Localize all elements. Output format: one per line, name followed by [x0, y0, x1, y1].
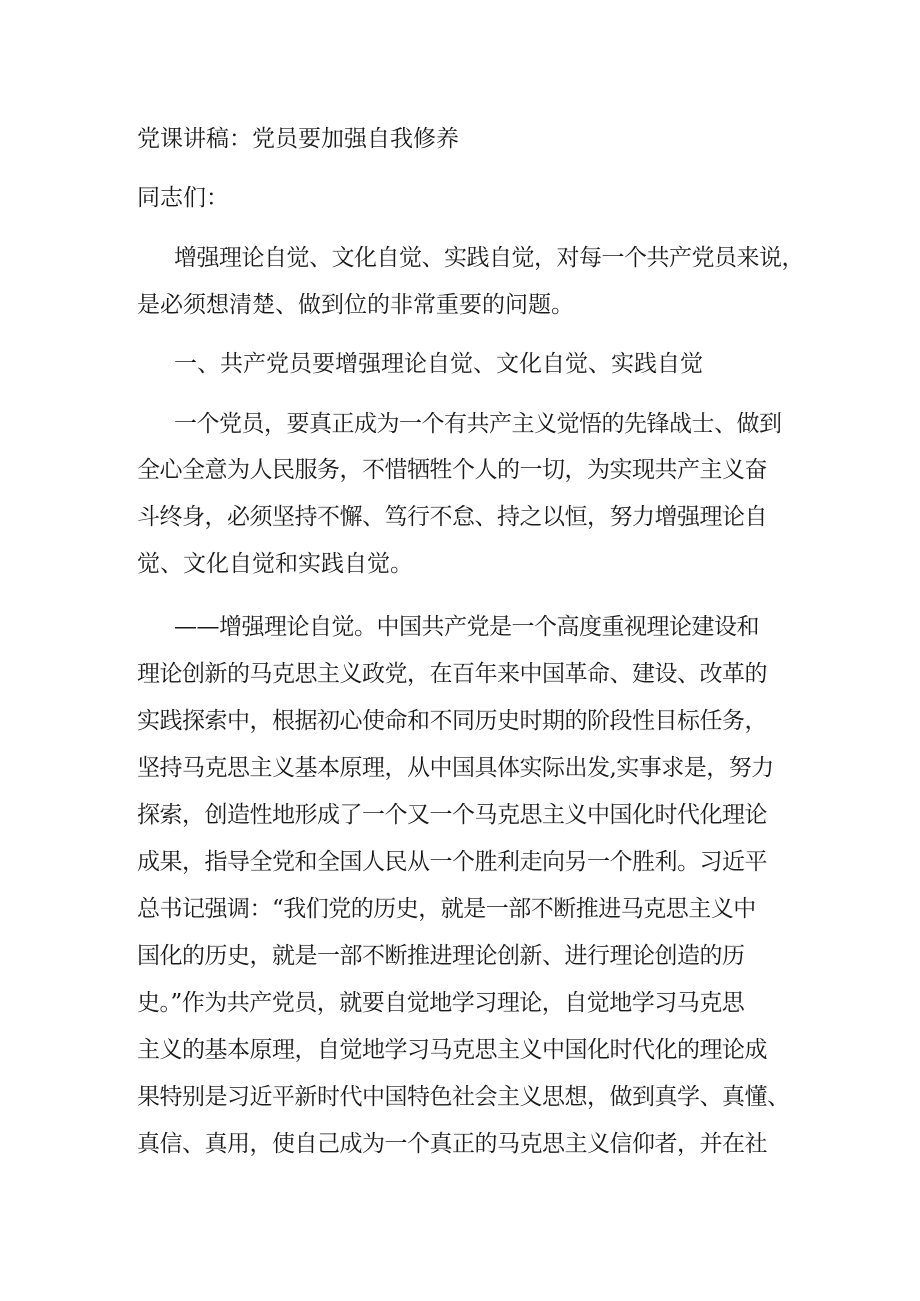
- paragraph-line: 全心全意为人民服务，不惜牺牲个人的一切，为实现共产主义奋: [137, 457, 767, 483]
- paragraph-line: 主义的基本原理，自觉地学习马克思主义中国化时代化的理论成: [137, 1037, 767, 1063]
- paragraph-line: 一个党员，要真正成为一个有共产主义觉悟的先锋战士、做到: [174, 411, 782, 437]
- paragraph-line: 坚持马克思主义基本原理，从中国具体实际出发,实事求是，努力: [137, 755, 774, 781]
- paragraph-line: ——增强理论自觉。中国共产党是一个高度重视理论建设和: [174, 614, 759, 640]
- paragraph-line: 是必须想清楚、做到位的非常重要的问题。: [137, 292, 574, 318]
- paragraph-line: 探索，创造性地形成了一个又一个马克思主义中国化时代化理论: [137, 802, 767, 828]
- document-title: 党课讲稿：党员要加强自我修养: [137, 126, 459, 152]
- paragraph-line: 觉、文化自觉和实践自觉。: [137, 551, 413, 577]
- paragraph-line: 总书记强调：“我们党的历史，就是一部不断推进马克思主义中: [137, 896, 756, 922]
- paragraph-line: 增强理论自觉、文化自觉、实践自觉，对每一个共产党员来说，: [174, 245, 804, 271]
- paragraph-line: 成果，指导全党和全国人民从一个胜利走向另一个胜利。习近平: [137, 849, 767, 875]
- paragraph-line: 理论创新的马克思主义政党，在百年来中国革命、建设、改革的: [137, 661, 767, 687]
- salutation: 同志们：: [137, 185, 229, 211]
- paragraph-line: 果特别是习近平新时代中国特色社会主义思想，做到真学、真懂、: [137, 1084, 790, 1110]
- paragraph-line: 斗终身，必须坚持不懈、笃行不怠、持之以恒，努力增强理论自: [137, 504, 767, 530]
- section-heading: 一、共产党员要增强理论自觉、文化自觉、实践自觉: [174, 351, 703, 377]
- paragraph-line: 实践探索中，根据初心使命和不同历史时期的阶段性目标任务，: [137, 708, 767, 734]
- paragraph-line: 真信、真用，使自己成为一个真正的马克思主义信仰者，并在社: [137, 1131, 767, 1157]
- paragraph-line: 史。”作为共产党员，就要自觉地学习理论，自觉地学习马克思: [137, 990, 745, 1016]
- paragraph-line: 国化的历史，就是一部不断推进理论创新、进行理论创造的历: [137, 943, 745, 969]
